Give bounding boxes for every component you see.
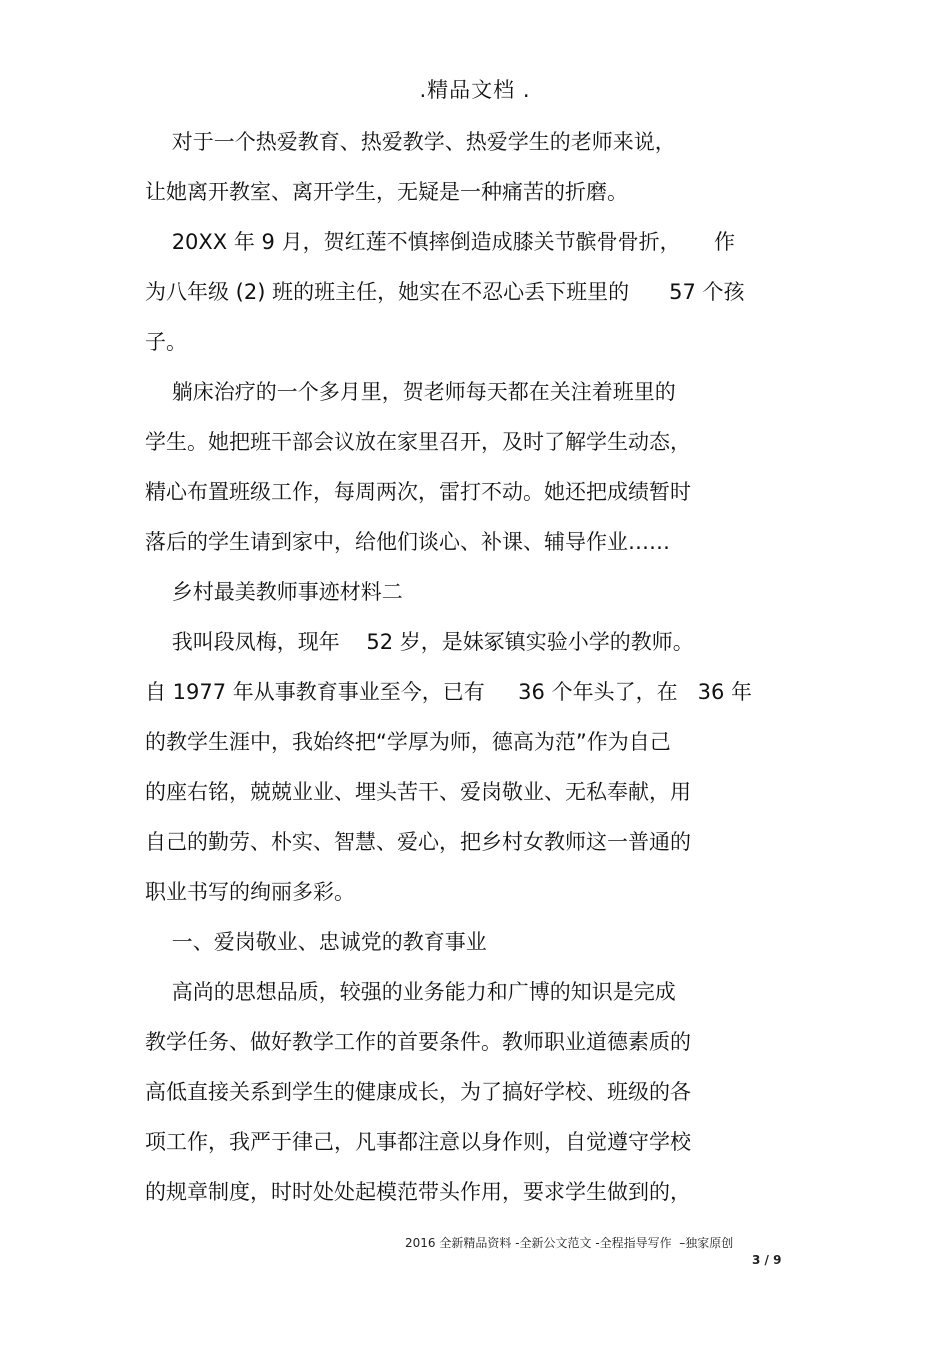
text-line: 职业书写的绚丽多彩。 bbox=[145, 880, 355, 904]
text-line: 对于一个热爱教育、热爱教学、热爱学生的老师来说， bbox=[145, 130, 676, 154]
text-line: 高尚的思想品质，较强的业务能力和广博的知识是完成 bbox=[145, 980, 676, 1004]
text-line: 落后的学生请到家中，给他们谈心、补课、辅导作业…… bbox=[145, 530, 670, 554]
text-line: 的教学生涯中，我始终把“学厚为师，德高为范”作为自己 bbox=[145, 730, 671, 754]
text-line: 项工作，我严于律己，凡事都注意以身作则，自觉遵守学校 bbox=[145, 1130, 691, 1154]
text-line: 学生。她把班干部会议放在家里召开，及时了解学生动态， bbox=[145, 430, 691, 454]
text-line: 的座右铭，兢兢业业、埋头苦干、爱岗敬业、无私奉献，用 bbox=[145, 780, 691, 804]
text-line: 自己的勤劳、朴实、智慧、爱心，把乡村女教师这一普通的 bbox=[145, 830, 691, 854]
text-line: 精心布置班级工作，每周两次，雷打不动。她还把成绩暂时 bbox=[145, 480, 691, 504]
text-line: 子。 bbox=[145, 330, 187, 354]
text-line: 躺床治疗的一个多月里，贺老师每天都在关注着班里的 bbox=[145, 380, 676, 404]
page-number: 3 / 9 bbox=[752, 1253, 782, 1267]
text-line: 20XX 年 9 月，贺红莲不慎摔倒造成膝关节髌骨骨折， 作 bbox=[145, 230, 735, 254]
section-heading: 一、爱岗敬业、忠诚党的教育事业 bbox=[145, 930, 487, 954]
text-line: 教学任务、做好教学工作的首要条件。教师职业道德素质的 bbox=[145, 1030, 691, 1054]
text-line: 让她离开教室、离开学生，无疑是一种痛苦的折磨。 bbox=[145, 180, 628, 204]
text-line: 高低直接关系到学生的健康成长，为了搞好学校、班级的各 bbox=[145, 1080, 691, 1104]
text-line: 我叫段凤梅，现年 52 岁，是妹冢镇实验小学的教师。 bbox=[145, 630, 694, 654]
text-line: 的规章制度，时时处处起模范带头作用，要求学生做到的， bbox=[145, 1180, 691, 1204]
document-header: .精品文档 . bbox=[419, 78, 531, 102]
text-line: 自 1977 年从事教育事业至今，已有 36 个年头了，在 36 年 bbox=[145, 680, 752, 704]
text-line: 为八年级 (2) 班的班主任，她实在不忍心丢下班里的 57 个孩 bbox=[145, 280, 745, 304]
section-heading: 乡村最美教师事迹材料二 bbox=[145, 580, 403, 604]
page-footer: 2016 全新精品资料 -全新公文范文 -全程指导写作 –独家原创 bbox=[405, 1236, 734, 1250]
